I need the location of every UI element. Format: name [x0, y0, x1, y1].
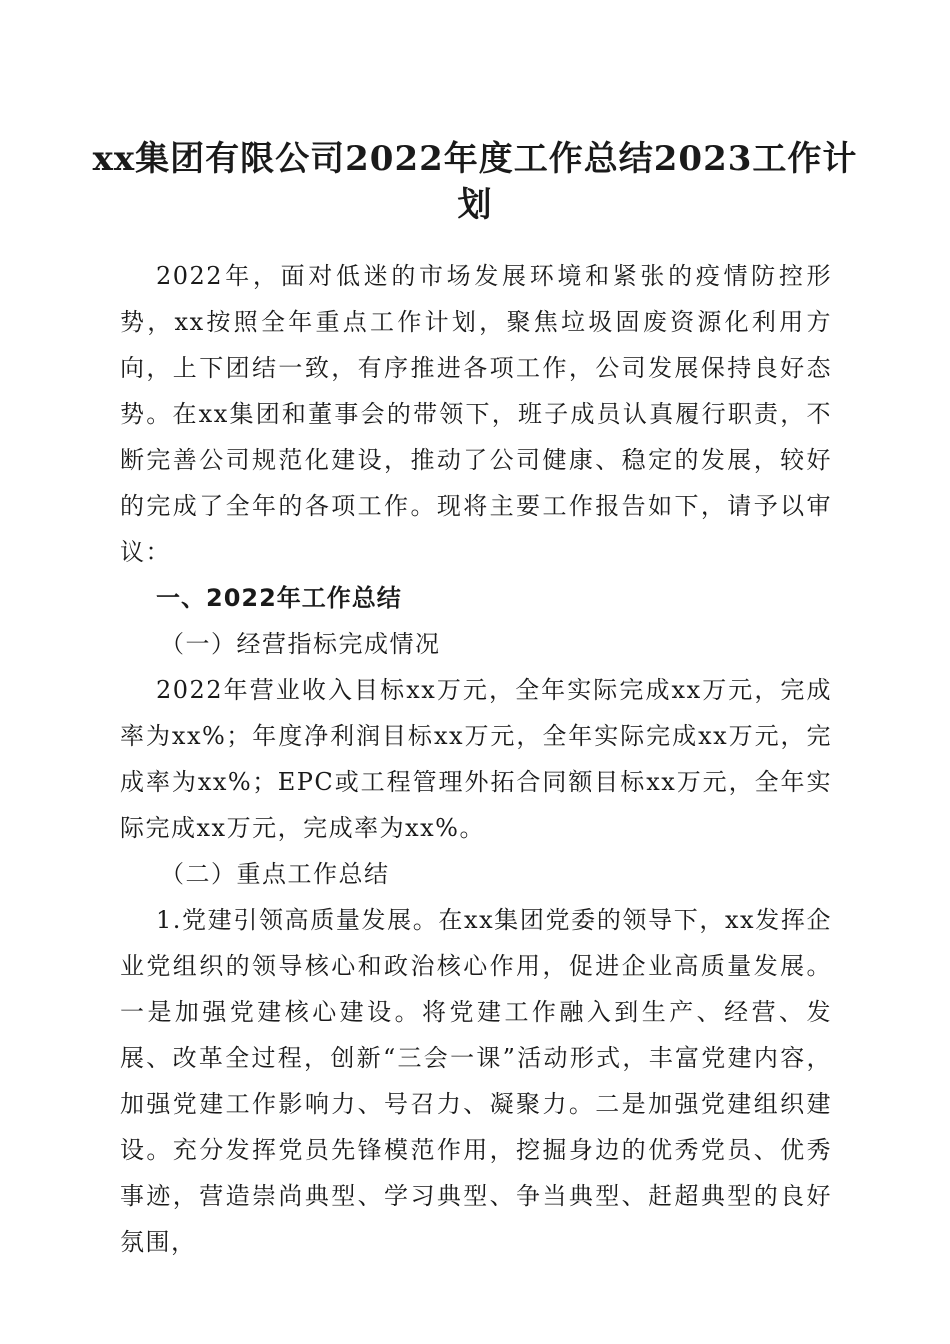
- subsection-heading-key-work: （二）重点工作总结: [160, 860, 390, 888]
- document-title: xx集团有限公司2022年度工作总结2023工作计划: [92, 139, 858, 225]
- subsection-heading-business-indicators: （一）经营指标完成情况: [160, 630, 441, 658]
- section-heading-2022-summary: 一、2022年工作总结: [156, 584, 402, 612]
- document-body: [120, 253, 832, 1265]
- business-indicators-paragraph: 2022年营业收入目标xx万元，全年实际完成xx万元，完成率为xx%；年度净利润目标xx万元，全年实际完成xx万元，完成率为xx%；EPC或工程管理外拓合同额目标xx万元，全年实际完成xx万元，完成率为xx%。: [120, 676, 832, 842]
- party-building-paragraph: 1.党建引领高质量发展。在xx集团党委的领导下，xx发挥企业党组织的领导核心和政治核心作用，促进企业高质量发展。一是加强党建核心建设。将党建工作融入到生产、经营、发展、改革全过程，创新“三会一课”活动形式，丰富党建内容，加强党建工作影响力、号召力、凝聚力。二是加强党建组织建设。充分发挥党员先锋模范作用，挖掘身边的优秀党员、优秀事迹，营造崇尚典型、学习典型、争当典型、赶超典型的良好氛围，: [120, 906, 832, 1256]
- intro-paragraph: 2022年，面对低迷的市场发展环境和紧张的疫情防控形势，xx按照全年重点工作计划，聚焦垃圾固废资源化利用方向，上下团结一致，有序推进各项工作，公司发展保持良好态势。在xx集团和董事会的带领下，班子成员认真履行职责，不断完善公司规范化建设，推动了公司健康、稳定的发展，较好的完成了全年的各项工作。现将主要工作报告如下，请予以审议：: [120, 262, 832, 566]
